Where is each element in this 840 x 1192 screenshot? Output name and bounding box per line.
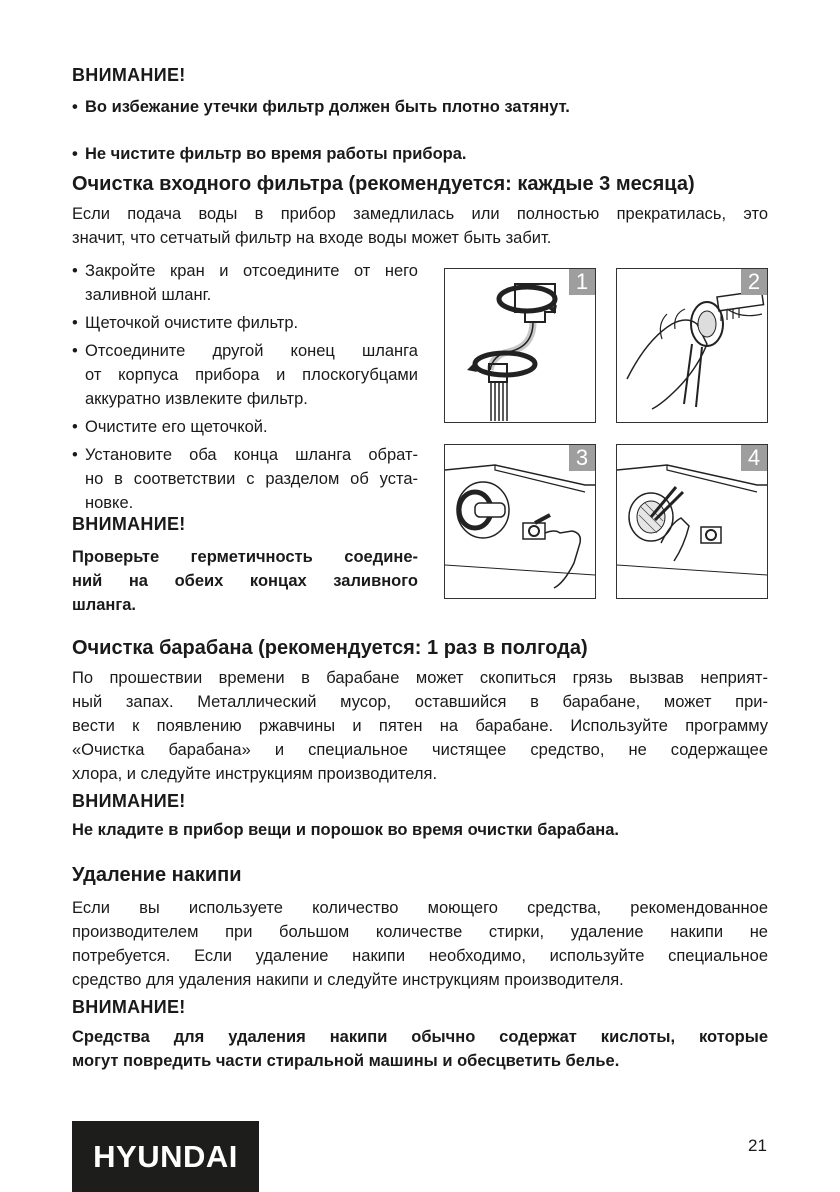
list-item-line: • Очистите его щеточкой. bbox=[85, 418, 268, 436]
section-heading-inlet-filter: Очистка входного фильтра (рекомендуется: каждые 3 месяца) bbox=[72, 173, 695, 195]
warning-item: • Во избежание утечки фильтр должен быть плотно затянут. bbox=[72, 98, 840, 117]
list-item bbox=[72, 443, 418, 515]
paragraph-line: значит, что сетчатый фильтр на входе воды может быть забит. bbox=[72, 229, 552, 247]
warning-title: ВНИМАНИЕ! bbox=[72, 65, 186, 85]
section-heading-drum-cleaning: Очистка барабана (рекомендуется: 1 раз в полгода) bbox=[72, 637, 588, 659]
warning-line: могут повредить части стиральной машины и обесцветить белье. bbox=[72, 1052, 620, 1070]
figure-1 bbox=[444, 268, 596, 423]
list-item-line: новке. bbox=[85, 494, 134, 512]
section-heading-descaling: Удаление накипи bbox=[72, 864, 242, 886]
paragraph-line: ный запах. Металлический мусор, оставшийся в барабане, может при- bbox=[72, 693, 768, 711]
figure-4 bbox=[616, 444, 768, 599]
warning-item: • Не чистите фильтр во время работы прибора. bbox=[72, 145, 840, 164]
warning-line: ний на обеих концах заливного bbox=[72, 572, 418, 590]
list-item-line: • Отсоедините другой конец шланга bbox=[85, 342, 418, 360]
page-number: 21 bbox=[748, 1136, 767, 1155]
warning-title: ВНИМАНИЕ! bbox=[72, 791, 186, 811]
paragraph-line: «Очистка барабана» и специальное чистящее средство, не содержащее bbox=[72, 741, 768, 759]
warning-line: Проверьте герметичность соедине- bbox=[72, 548, 418, 566]
paragraph-line: Если вы используете количество моющего средства, рекомендованное bbox=[72, 899, 768, 917]
figure-number: 3 bbox=[569, 445, 595, 471]
list-item bbox=[72, 259, 418, 307]
list-item-line: • Щеточкой очистите фильтр. bbox=[85, 314, 299, 332]
list-item-line: аккуратно извлеките фильтр. bbox=[85, 390, 308, 408]
paragraph-line: производителем при большом количестве стирки, удаление накипи не bbox=[72, 923, 768, 941]
figure-2 bbox=[616, 268, 768, 423]
list-item-line: но в соответствии с разделом об уста- bbox=[85, 470, 418, 488]
warning-line: шланга. bbox=[72, 596, 137, 614]
list-item bbox=[72, 339, 418, 411]
paragraph-line: хлора, и следуйте инструкциям производителя. bbox=[72, 765, 438, 783]
warning-title: ВНИМАНИЕ! bbox=[72, 514, 186, 534]
steps-list bbox=[72, 259, 418, 515]
warning-text bbox=[72, 1025, 768, 1073]
figure-3 bbox=[444, 444, 596, 599]
warning-text bbox=[72, 545, 418, 617]
figure-number: 2 bbox=[741, 269, 767, 295]
paragraph-line: По прошествии времени в барабане может скопиться грязь вызвав неприят- bbox=[72, 669, 768, 687]
figure-number: 1 bbox=[569, 269, 595, 295]
paragraph-line: средство для удаления накипи и следуйте инструкциям производителя. bbox=[72, 971, 624, 989]
paragraph bbox=[72, 896, 768, 992]
paragraph-line: потребуется. Если удаление накипи необходимо, используйте специальное bbox=[72, 947, 768, 965]
warning-title: ВНИМАНИЕ! bbox=[72, 997, 186, 1017]
paragraph-line: Если подача воды в прибор замедлилась или полностью прекратилась, это bbox=[72, 205, 768, 223]
warning-line: Средства для удаления накипи обычно содержат кислоты, которые bbox=[72, 1028, 768, 1046]
list-item bbox=[72, 311, 418, 335]
paragraph-line: вести к появлению ржавчины и пятен на барабане. Используйте программу bbox=[72, 717, 768, 735]
paragraph bbox=[72, 666, 768, 786]
list-item-line: • Установите оба конца шланга обрат- bbox=[85, 446, 418, 464]
list-item bbox=[72, 415, 418, 439]
figure-number: 4 bbox=[741, 445, 767, 471]
list-item-line: заливной шланг. bbox=[85, 286, 212, 304]
brand-logo: HYUNDAI bbox=[72, 1121, 259, 1192]
warning-text: Не кладите в прибор вещи и порошок во время очистки барабана. bbox=[72, 821, 619, 839]
list-item-line: от корпуса прибора и плоскогубцами bbox=[85, 366, 418, 384]
list-item-line: • Закройте кран и отсоедините от него bbox=[85, 262, 418, 280]
